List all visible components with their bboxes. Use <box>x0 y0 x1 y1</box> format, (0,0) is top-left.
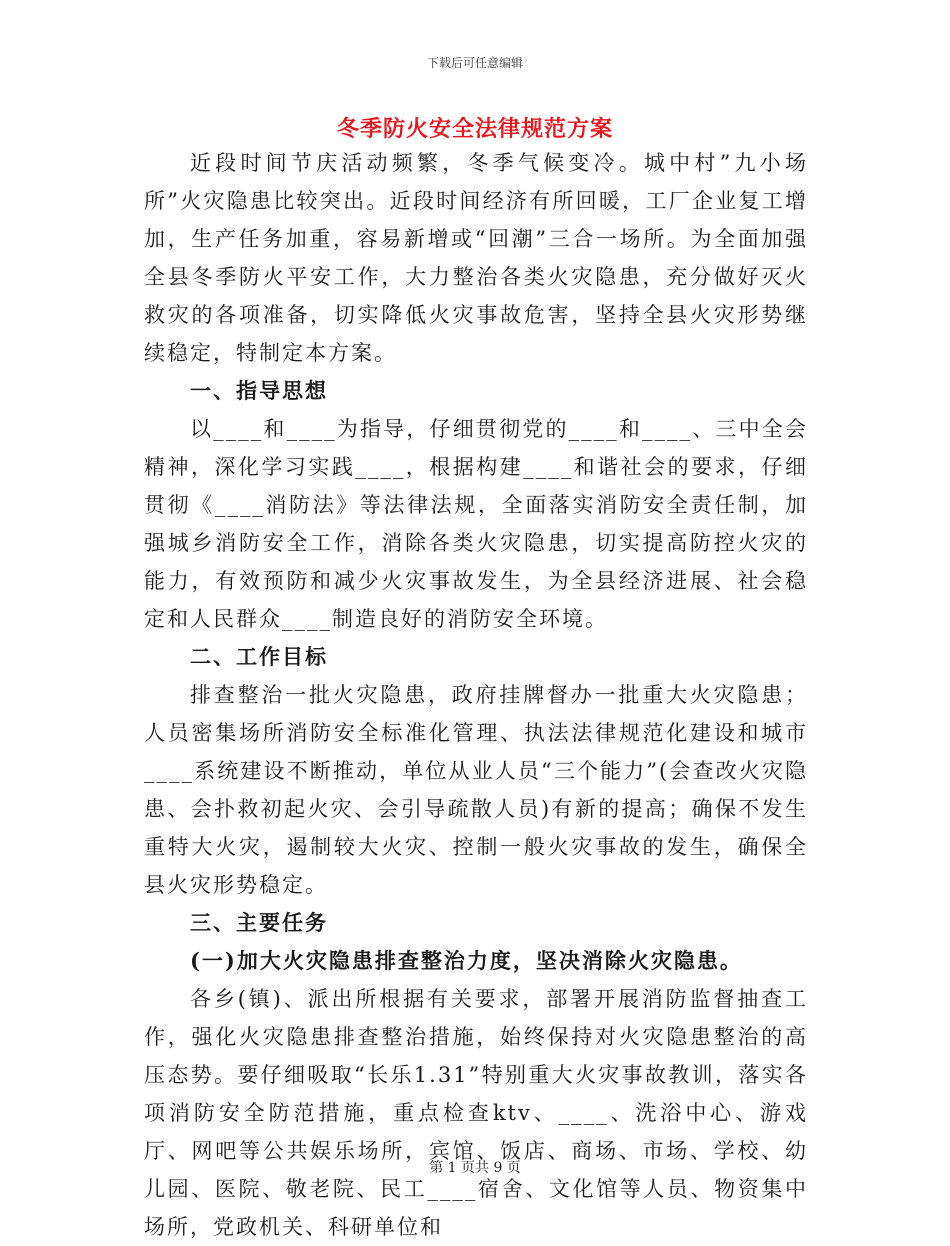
header-note: 下载后可任意编辑 <box>426 56 523 70</box>
section-2-paragraph: 排查整治一批火灾隐患，政府挂牌督办一批重大火灾隐患；人员密集场所消防安全标准化管理、执法法律规范化建设和城市____系统建设不断推动，单位从业人员“三个能力”(会查改火灾隐患、会扑救初起火灾、会引导疏散人员)有新的提高；确保不发生重特大火灾，遏制较大火灾、控制一般火灾事故的发生，确保全县火灾形势稳定。 <box>144 683 808 897</box>
section-3-heading: 三、主要任务 <box>190 910 328 935</box>
section-2-heading: 二、工作目标 <box>190 644 328 669</box>
document-title: 冬季防火安全法律规范方案 <box>336 116 613 142</box>
section-1-heading: 一、指导思想 <box>190 378 328 403</box>
section-1-paragraph: 以____和____为指导，仔细贯彻党的____和____、三中全会精神，深化学习实践____，根据构建____和谐社会的要求，仔细贯彻《____消防法》等法律法规，全面落实消防安全责任制，加强城乡消防安全工作，消除各类火灾隐患，切实提高防控火灾的能力，有效预防和减少火灾事故发生，为全县经济进展、社会稳定和人民群众____制造良好的消防安全环境。 <box>144 417 808 631</box>
document-body <box>144 144 808 1246</box>
section-3-paragraph-1: 各乡(镇)、派出所根据有关要求，部署开展消防监督抽查工作，强化火灾隐患排查整治措施，始终保持对火灾隐患整治的高压态势。要仔细吸取“长乐1.31”特别重大火灾事故教训，落实各项消防安全防范措施，重点检查ktv、____、洗浴中心、游戏厅、网吧等公共娱乐场所，宾馆、饭店、商场、市场、学校、幼儿园、医院、敬老院、民工____宿舍、文化馆等人员、物资集中场所，党政机关、科研单位和 <box>144 987 808 1239</box>
section-3-subheading-1: (一)加大火灾隐患排查整治力度，坚决消除火灾隐患。 <box>190 948 743 973</box>
intro-paragraph: 近段时间节庆活动频繁，冬季气候变冷。城中村”九小场所”火灾隐患比较突出。近段时间经济有所回暖，工厂企业复工增加，生产任务加重，容易新增或“回潮”三合一场所。为全面加强全县冬季防火平安工作，大力整治各类火灾隐患，充分做好灭火救灾的各项准备，切实降低火灾事故危害，坚持全县火灾形势继续稳定，特制定本方案。 <box>144 151 808 365</box>
page-number-footer: 第 1 页共 9 页 <box>429 1160 521 1176</box>
